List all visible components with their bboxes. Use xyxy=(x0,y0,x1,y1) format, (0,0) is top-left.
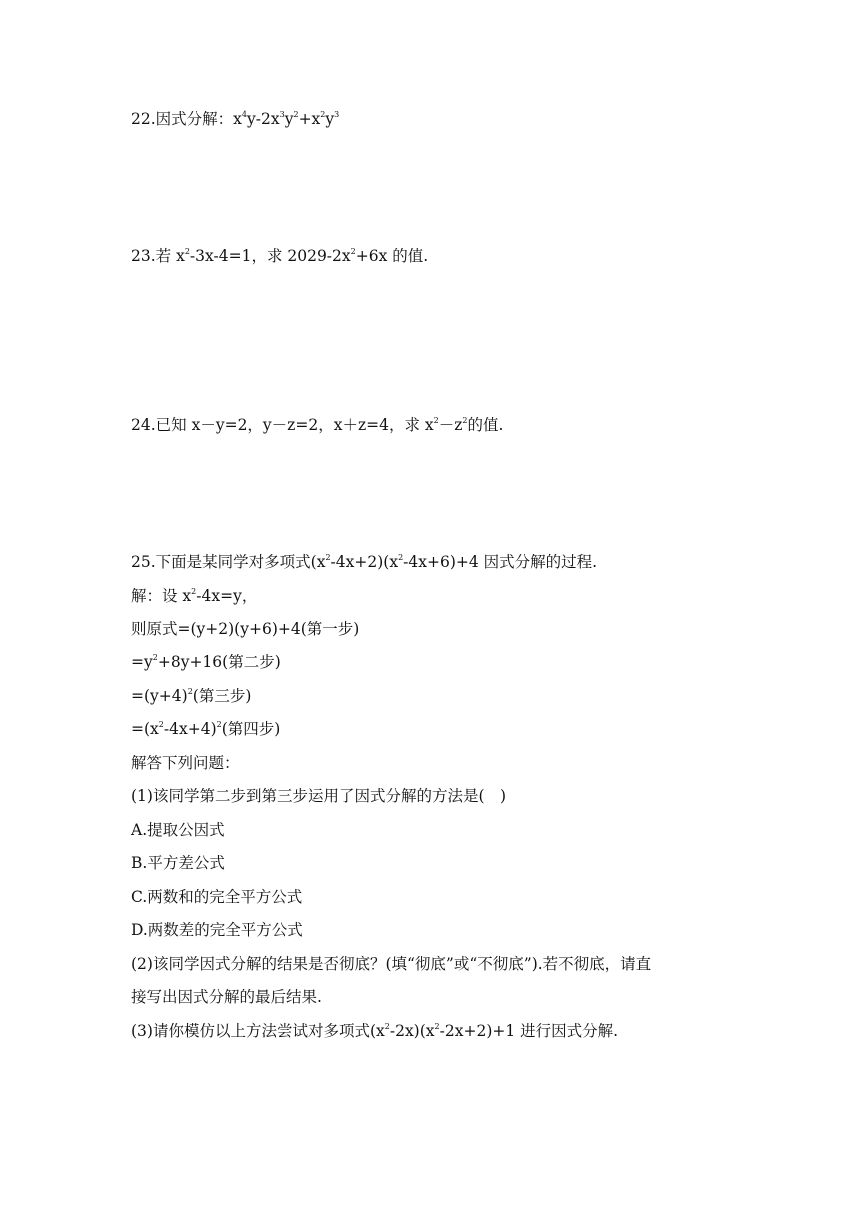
part-2-line-1 xyxy=(131,954,651,974)
question-24 xyxy=(131,415,503,435)
option-text: C.两数和的完全平方公式 xyxy=(131,888,303,906)
solution-step-2 xyxy=(131,652,281,672)
solution-let xyxy=(131,586,257,606)
part-1 xyxy=(131,786,506,806)
q23-text: -3x-4=1，求 2029-2x xyxy=(189,247,351,265)
superscript: 2 xyxy=(191,587,197,596)
solution-text: 解：设 x xyxy=(131,587,192,605)
solution-text: =(y+4) xyxy=(131,687,188,705)
q25-text: -4x+2)(x xyxy=(330,553,399,571)
solution-text: -4x+4) xyxy=(163,720,217,738)
superscript: 2 xyxy=(184,247,190,256)
option-a xyxy=(131,820,225,840)
superscript: 2 xyxy=(216,720,222,729)
option-c xyxy=(131,887,302,907)
q24-text: 的值. xyxy=(467,416,504,434)
option-d xyxy=(131,920,303,940)
superscript: 2 xyxy=(152,653,158,662)
answer-prompt xyxy=(131,753,240,773)
part-2-line-2 xyxy=(131,987,322,1007)
superscript: 2 xyxy=(325,553,331,562)
superscript: 2 xyxy=(187,687,193,696)
part-2-text: 接写出因式分解的最后结果. xyxy=(131,988,322,1006)
q25-text: -4x+6)+4 因式分解的过程. xyxy=(403,553,598,571)
part-3-text: -2x)(x xyxy=(389,1022,435,1040)
superscript: 2 xyxy=(384,1022,390,1031)
superscript: 2 xyxy=(350,247,356,256)
superscript: 4 xyxy=(241,110,247,119)
solution-text: =(x xyxy=(131,720,159,738)
option-text: B.平方差公式 xyxy=(131,854,225,872)
q22-text: y-2x xyxy=(247,110,280,128)
q25-text: 25.下面是某同学对多项式(x xyxy=(131,553,326,571)
solution-text: +8y+16(第二步) xyxy=(157,653,281,671)
solution-text: (第四步) xyxy=(221,720,281,738)
q22-text: +x xyxy=(298,110,321,128)
option-text: D.两数差的完全平方公式 xyxy=(131,921,303,939)
part-3 xyxy=(131,1021,618,1041)
solution-text: 则原式=(y+2)(y+6)+4(第一步) xyxy=(131,620,360,638)
superscript: 3 xyxy=(279,110,285,119)
q23-text: 23.若 x xyxy=(131,247,185,265)
q24-text: 24.已知 x－y=2，y－z=2，x＋z=4，求 x xyxy=(131,416,434,434)
q23-text: +6x 的值. xyxy=(355,247,429,265)
q22-text: y xyxy=(325,110,335,128)
superscript: 2 xyxy=(158,720,164,729)
superscript: 2 xyxy=(434,1022,440,1031)
solution-text: -4x=y， xyxy=(196,587,258,605)
part-1-text: (1)该同学第二步到第三步运用了因式分解的方法是( ) xyxy=(131,787,507,805)
part-3-text: -2x+2)+1 进行因式分解. xyxy=(439,1022,619,1040)
question-23 xyxy=(131,246,428,266)
q24-text: －z xyxy=(438,416,463,434)
q22-text: y xyxy=(284,110,294,128)
option-text: A.提取公因式 xyxy=(131,821,225,839)
prompt-text: 解答下列问题： xyxy=(131,754,240,772)
question-22 xyxy=(131,109,339,129)
part-2-text: (2)该同学因式分解的结果是否彻底？(填“彻底”或“不彻底”).若不彻底，请直 xyxy=(131,955,652,973)
superscript: 2 xyxy=(462,416,468,425)
q22-text: 22.因式分解：x xyxy=(131,110,242,128)
solution-step-3 xyxy=(131,686,251,706)
option-b xyxy=(131,853,225,873)
solution-step-4 xyxy=(131,719,280,739)
superscript: 2 xyxy=(398,553,404,562)
superscript: 2 xyxy=(293,110,299,119)
part-3-text: (3)请你模仿以上方法尝试对多项式(x xyxy=(131,1022,385,1040)
solution-step-1 xyxy=(131,619,359,639)
superscript: 2 xyxy=(320,110,326,119)
superscript: 3 xyxy=(334,110,340,119)
question-25-stem xyxy=(131,552,597,572)
solution-text: =y xyxy=(131,653,153,671)
solution-text: (第三步) xyxy=(192,687,252,705)
superscript: 2 xyxy=(433,416,439,425)
